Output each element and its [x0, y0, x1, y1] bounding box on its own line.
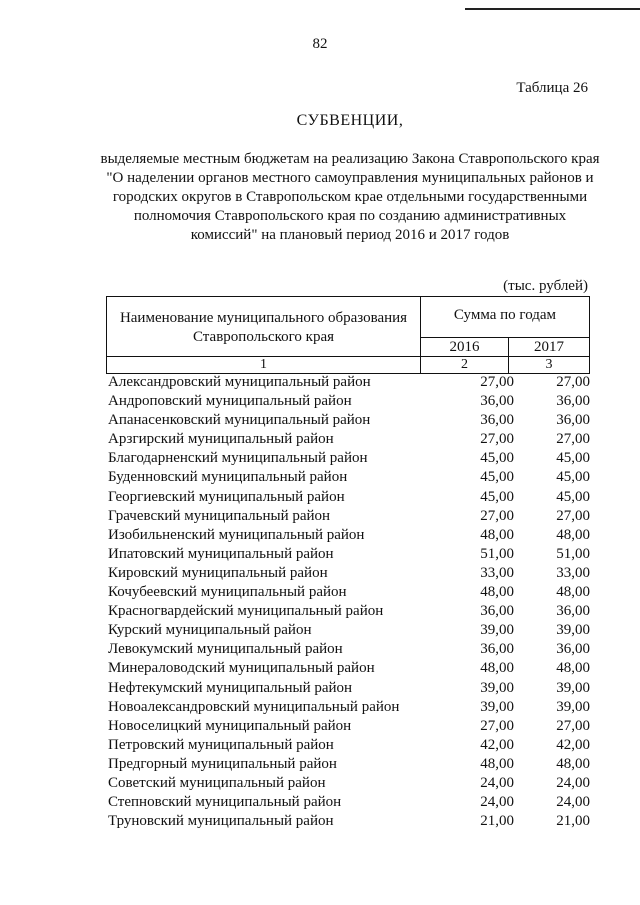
row-value-2016: 36,00: [480, 641, 514, 658]
table-row: [106, 621, 590, 640]
row-value-2016: 39,00: [480, 622, 514, 639]
row-municipality-name: Степновский муниципальный район: [108, 794, 342, 811]
row-value-2016: 24,00: [480, 774, 514, 791]
row-municipality-name: Буденновский муниципальный район: [108, 469, 348, 486]
row-municipality-name: Новоселицкий муниципальный район: [108, 717, 352, 734]
table-row: [106, 755, 590, 774]
row-value-2017: 42,00: [556, 736, 590, 753]
row-value-2017: 33,00: [556, 564, 590, 581]
header-year-2016: 2016: [421, 338, 509, 357]
row-value-2017: 48,00: [556, 660, 590, 677]
row-municipality-name: Александровский муниципальный район: [108, 374, 371, 390]
row-municipality-name: Петровский муниципальный район: [108, 736, 334, 753]
table-row: [106, 488, 590, 507]
row-value-2016: 27,00: [480, 431, 514, 448]
row-value-2016: 36,00: [480, 393, 514, 410]
table-row: [106, 526, 590, 545]
header-sum-by-years: Сумма по годам: [421, 297, 589, 338]
column-number-1: 1: [107, 357, 421, 373]
row-municipality-name: Курский муниципальный район: [108, 622, 312, 639]
table-row: [106, 774, 590, 793]
row-value-2016: 48,00: [480, 584, 514, 601]
table-row: [106, 468, 590, 487]
row-value-2016: 51,00: [480, 545, 514, 562]
row-municipality-name: Труновский муниципальный район: [108, 813, 334, 830]
row-value-2017: 51,00: [556, 545, 590, 562]
table-row: [106, 430, 590, 449]
table-row: [106, 392, 590, 411]
row-value-2016: 48,00: [480, 660, 514, 677]
row-value-2016: 27,00: [480, 507, 514, 524]
row-value-2017: 48,00: [556, 584, 590, 601]
row-value-2016: 45,00: [480, 450, 514, 467]
row-municipality-name: Кочубеевский муниципальный район: [108, 584, 347, 601]
row-municipality-name: Андроповский муниципальный район: [108, 393, 352, 410]
row-municipality-name: Арзгирский муниципальный район: [108, 431, 334, 448]
page-number: 82: [312, 36, 328, 52]
table-row: [106, 736, 590, 755]
row-municipality-name: Георгиевский муниципальный район: [108, 488, 345, 505]
table-header: [106, 296, 590, 374]
table-row: [106, 507, 590, 526]
row-value-2016: 33,00: [480, 564, 514, 581]
document-title: СУБВЕНЦИИ,: [296, 112, 404, 129]
row-municipality-name: Нефтекумский муниципальный район: [108, 679, 353, 696]
table-row: [106, 640, 590, 659]
row-value-2016: 39,00: [480, 679, 514, 696]
row-municipality-name: Предгорный муниципальный район: [108, 755, 337, 772]
row-value-2016: 24,00: [480, 794, 514, 811]
row-value-2017: 39,00: [556, 622, 590, 639]
row-value-2016: 42,00: [480, 736, 514, 753]
table-row: [106, 583, 590, 602]
units-label: (тыс. рублей): [503, 278, 588, 294]
row-value-2017: 48,00: [556, 526, 590, 543]
row-value-2017: 36,00: [556, 412, 590, 429]
row-value-2017: 39,00: [556, 679, 590, 696]
row-municipality-name: Красногвардейский муниципальный район: [108, 603, 384, 620]
row-value-2016: 39,00: [480, 698, 514, 715]
row-municipality-name: Кировский муниципальный район: [108, 564, 328, 581]
row-value-2017: 27,00: [556, 374, 590, 390]
row-value-2016: 48,00: [480, 755, 514, 772]
row-municipality-name: Левокумский муниципальный район: [108, 641, 343, 658]
row-value-2017: 48,00: [556, 755, 590, 772]
table-row: [106, 717, 590, 736]
table-row: [106, 679, 590, 698]
row-value-2016: 36,00: [480, 603, 514, 620]
row-municipality-name: Благодарненский муниципальный район: [108, 450, 368, 467]
table-row: [106, 602, 590, 621]
row-value-2017: 27,00: [556, 717, 590, 734]
table-body: [106, 373, 590, 831]
row-value-2017: 39,00: [556, 698, 590, 715]
row-value-2017: 27,00: [556, 431, 590, 448]
row-municipality-name: Ипатовский муниципальный район: [108, 545, 334, 562]
table-row: [106, 564, 590, 583]
table-row: [106, 373, 590, 392]
row-value-2017: 45,00: [556, 450, 590, 467]
row-value-2016: 45,00: [480, 469, 514, 486]
row-value-2017: 27,00: [556, 507, 590, 524]
row-municipality-name: Минераловодский муниципальный район: [108, 660, 375, 677]
row-value-2017: 24,00: [556, 794, 590, 811]
row-value-2016: 45,00: [480, 488, 514, 505]
row-value-2017: 24,00: [556, 774, 590, 791]
document-subtitle: выделяемые местным бюджетам на реализацию Закона Ставропольского края "О наделении органов местного самоуправления муниципальных районов и городских округов в Ставропольском крае отдельными государственными полномочия Ставропольского края по созданию административных комиссий" на плановый период 2016 и 2017 годов: [100, 151, 600, 243]
row-municipality-name: Грачевский муниципальный район: [108, 507, 331, 524]
column-number-3: 3: [545, 357, 553, 372]
row-value-2017: 36,00: [556, 393, 590, 410]
row-value-2017: 36,00: [556, 641, 590, 658]
table-row: [106, 411, 590, 430]
header-year-2017: 2017: [509, 338, 589, 357]
table-row: [106, 449, 590, 468]
row-value-2017: 21,00: [556, 813, 590, 830]
row-municipality-name: Изобильненский муниципальный район: [108, 526, 365, 543]
row-municipality-name: Новоалександровский муниципальный район: [108, 698, 400, 715]
table-row: [106, 812, 590, 831]
table-row: [106, 698, 590, 717]
table-row: [106, 793, 590, 812]
row-municipality-name: Советский муниципальный район: [108, 774, 326, 791]
table-label: Таблица 26: [516, 80, 588, 96]
row-value-2016: 27,00: [480, 717, 514, 734]
row-value-2017: 36,00: [556, 603, 590, 620]
table-row: [106, 659, 590, 678]
header-municipality-name: Наименование муниципального образования Ставропольского края: [107, 297, 421, 357]
top-edge-line: [465, 8, 640, 10]
row-value-2016: 21,00: [480, 813, 514, 830]
table-row: [106, 545, 590, 564]
row-value-2016: 27,00: [480, 374, 514, 390]
row-value-2017: 45,00: [556, 469, 590, 486]
row-value-2016: 36,00: [480, 412, 514, 429]
row-municipality-name: Апанасенковский муниципальный район: [108, 412, 371, 429]
row-value-2016: 48,00: [480, 526, 514, 543]
row-value-2017: 45,00: [556, 488, 590, 505]
column-number-2: 2: [421, 357, 509, 373]
